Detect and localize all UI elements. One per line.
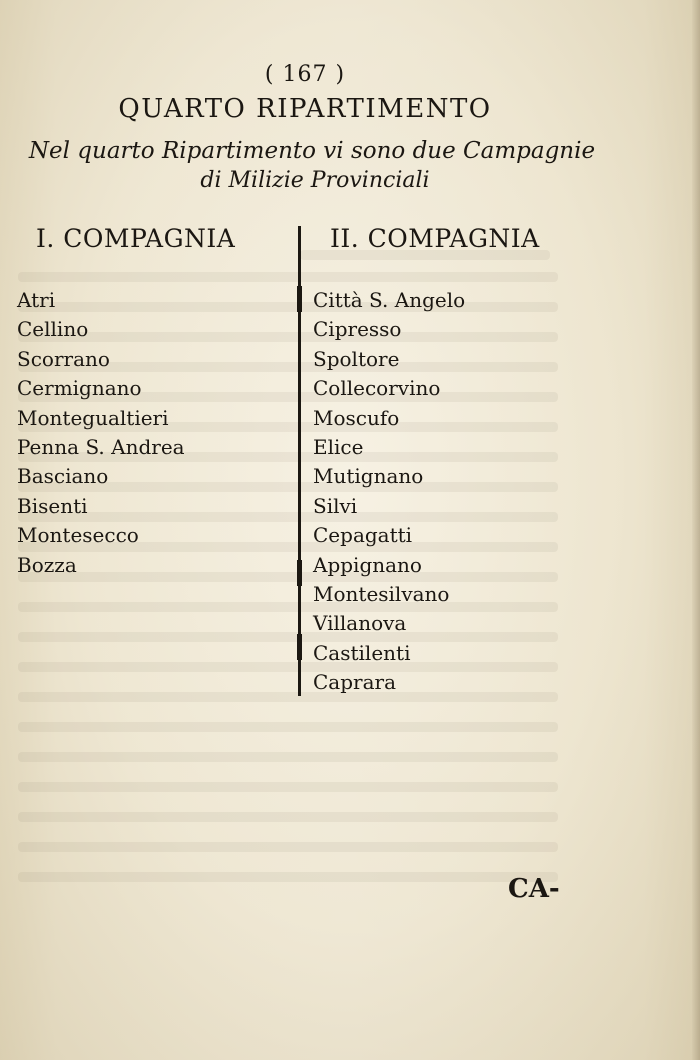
list-item: Montesecco (17, 523, 139, 548)
section-title: QUARTO RIPARTIMENTO (118, 94, 492, 124)
list-item: Caprara (313, 670, 396, 695)
divider-mark (297, 634, 302, 660)
list-item: Collecorvino (313, 376, 441, 401)
list-item: Atri (17, 288, 56, 312)
list-item: Scorrano (17, 346, 110, 371)
list-item: Spoltore (313, 346, 400, 371)
list-item: Silvi (313, 493, 358, 518)
list-item: Penna S. Andrea (17, 434, 185, 459)
page-edge-shadow (692, 0, 700, 1060)
list-item: Mutignano (313, 464, 424, 489)
list-item: Bisenti (17, 493, 88, 518)
list-item: Moscufo (313, 405, 400, 430)
list-item: Castilenti (313, 640, 411, 665)
first-company-places (17, 286, 185, 580)
column-heading-second-company: II. COMPAGNIA (330, 224, 540, 253)
list-item: Villanova (313, 611, 407, 636)
list-item: Cepagatti (313, 523, 413, 548)
catchword: CA- (508, 874, 560, 904)
column-heading-first-company: I. COMPAGNIA (36, 224, 236, 253)
list-item: Bozza (17, 552, 77, 577)
list-item: Cermignano (17, 376, 142, 401)
list-item: Elice (313, 434, 364, 459)
list-item: Appignano (313, 552, 422, 577)
list-item: Montesilvano (313, 581, 450, 606)
divider-mark (297, 560, 302, 586)
list-item: Montegualtieri (17, 405, 169, 430)
page-number: ( 167 ) (264, 62, 346, 87)
list-item: Città S. Angelo (313, 288, 466, 312)
list-item: Basciano (17, 464, 109, 489)
second-company-places (313, 286, 465, 697)
list-item: Cellino (17, 317, 89, 342)
list-item: Cipresso (313, 317, 402, 342)
divider-mark (297, 286, 302, 312)
subtitle-line-1: Nel quarto Ripartimento vi sono due Campagnie (28, 138, 596, 164)
subtitle-line-2: di Milizie Provinciali (200, 168, 430, 193)
